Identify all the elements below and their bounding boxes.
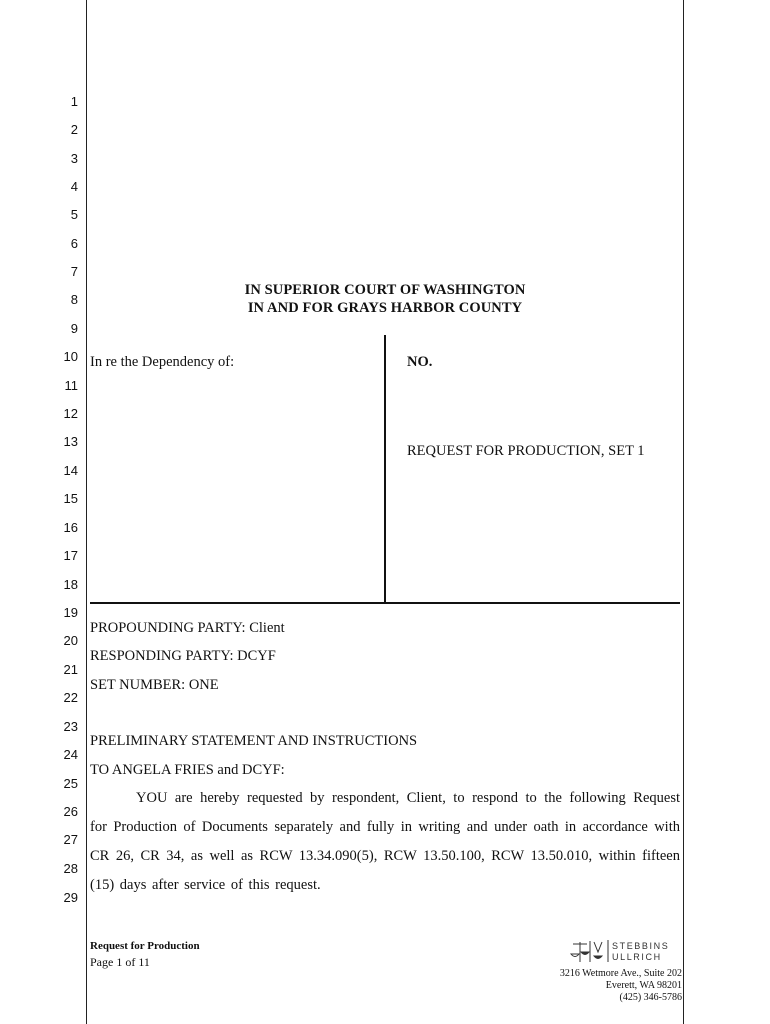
line-number: 19 <box>63 605 78 620</box>
line-number: 9 <box>70 321 78 336</box>
responding-party: RESPONDING PARTY: DCYF <box>90 648 276 664</box>
left-margin-rule <box>86 0 87 1024</box>
firm-address-line2: Everett, WA 98201 <box>605 980 682 991</box>
court-name-line2: IN AND FOR GRAYS HARBOR COUNTY <box>247 300 523 316</box>
footer-document-title: Request for Production <box>90 940 200 952</box>
firm-address-line1: 3216 Wetmore Ave., Suite 202 <box>559 968 682 979</box>
set-number: SET NUMBER: ONE <box>90 677 219 693</box>
line-number: 22 <box>63 690 78 705</box>
line-number: 29 <box>63 890 78 905</box>
line-number: 6 <box>70 236 78 251</box>
line-number: 28 <box>63 861 78 876</box>
line-number: 3 <box>70 151 78 166</box>
scales-of-justice-icon <box>570 938 682 964</box>
line-number: 20 <box>63 633 78 648</box>
line-number: 8 <box>70 292 78 307</box>
line-number: 27 <box>63 832 78 847</box>
line-number: 18 <box>63 577 78 592</box>
instruction-paragraph <box>90 784 680 900</box>
caption-divider-horizontal <box>90 602 680 604</box>
line-number: 16 <box>63 520 78 535</box>
caption-party: In re the Dependency of: <box>90 354 235 370</box>
line-number: 26 <box>63 804 78 819</box>
line-number: 25 <box>63 776 78 791</box>
addressee-line: TO ANGELA FRIES and DCYF: <box>90 762 285 778</box>
section-heading: PRELIMINARY STATEMENT AND INSTRUCTIONS <box>90 733 418 749</box>
line-number: 10 <box>63 349 78 364</box>
line-number: 11 <box>64 378 78 393</box>
line-number: 15 <box>63 491 78 506</box>
line-number: 14 <box>63 463 78 478</box>
line-number: 2 <box>70 122 78 137</box>
court-name-line1: IN SUPERIOR COURT OF WASHINGTON <box>244 282 526 298</box>
caption-divider-vertical <box>384 335 386 603</box>
line-number: 23 <box>63 719 78 734</box>
line-number: 1 <box>70 94 78 109</box>
line-number: 24 <box>63 747 78 762</box>
firm-logo <box>570 938 682 964</box>
right-margin-rule <box>683 0 684 1024</box>
line-number: 12 <box>63 406 78 421</box>
line-number: 13 <box>63 434 78 449</box>
line-number: 21 <box>63 662 78 677</box>
paragraph-text: YOU are hereby requested by respondent, Client, to respond to the following Request for Production of Documents separately and fully in writing and under oath in accordance with CR 26, CR 34, as well as RCW 13.34.090(5), RCW 13.50.100, RCW 13.50.010, within fifteen (15) days after service of this request. <box>90 790 680 893</box>
line-number: 5 <box>70 207 78 222</box>
line-number: 4 <box>70 179 78 194</box>
propounding-party: PROPOUNDING PARTY: Client <box>90 620 285 636</box>
footer-page-number: Page 1 of 11 <box>90 955 150 969</box>
firm-phone: (425) 346-5786 <box>619 992 682 1003</box>
firm-name-line1: STEBBINS <box>612 941 670 951</box>
firm-name-line2: ULLRICH <box>612 952 662 962</box>
case-number-label: NO. <box>407 354 433 370</box>
line-number: 7 <box>70 264 78 279</box>
document-title: REQUEST FOR PRODUCTION, SET 1 <box>407 443 645 459</box>
line-number: 17 <box>63 548 78 563</box>
